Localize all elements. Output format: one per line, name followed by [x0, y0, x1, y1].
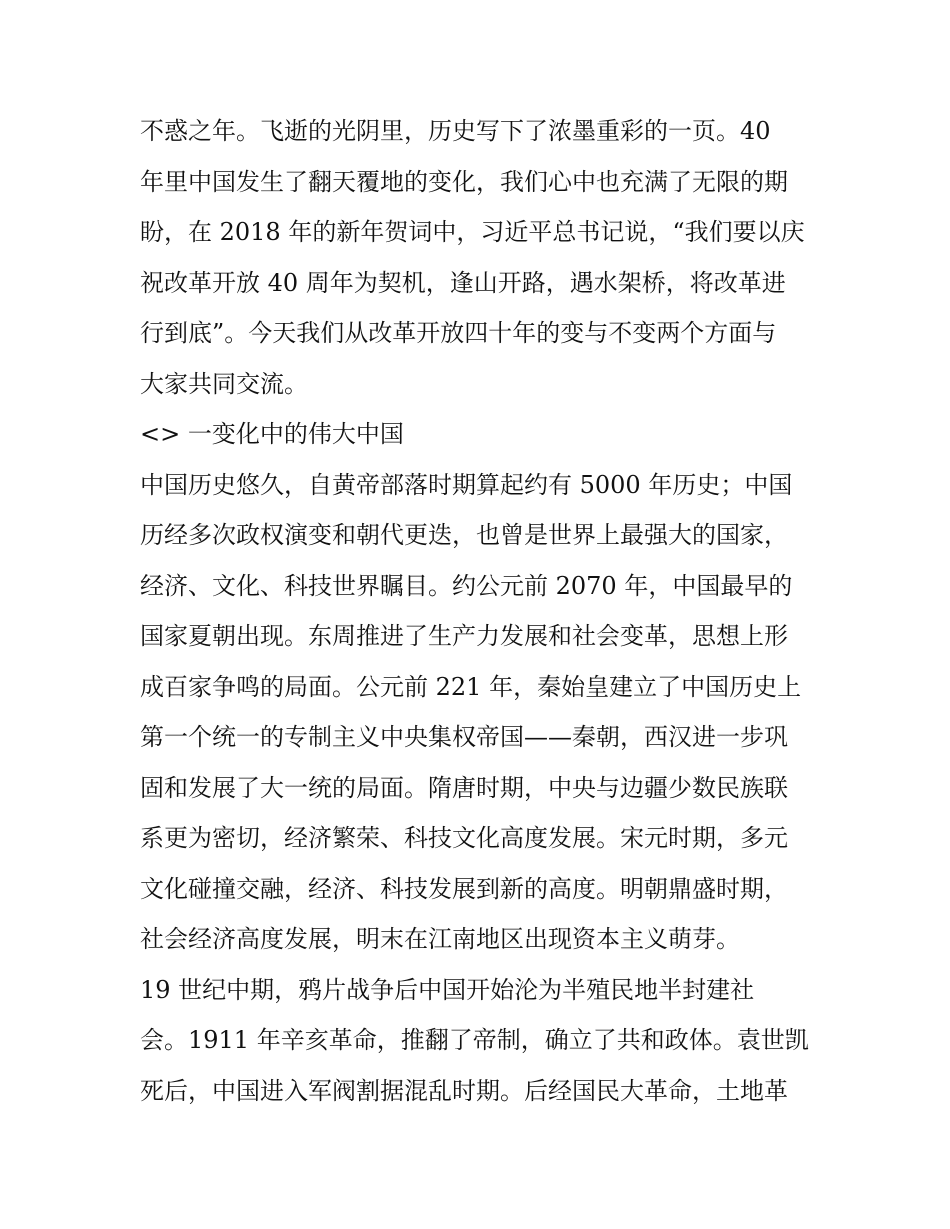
body-text: [140, 106, 820, 1116]
text-line: 会。1911 年辛亥革命，推翻了帝制，确立了共和政体。袁世凯: [140, 1026, 809, 1054]
text-line: 行到底”。今天我们从改革开放四十年的变与不变两个方面与: [140, 319, 777, 347]
text-line: 大家共同交流。: [140, 369, 308, 398]
text-line: 年里中国发生了翻天覆地的变化，我们心中也充满了无限的期: [140, 167, 788, 196]
text-line: 社会经济高度发展，明末在江南地区出现资本主义萌芽。: [140, 925, 740, 953]
text-line: 成百家争鸣的局面。公元前 221 年，秦始皇建立了中国历史上: [140, 672, 802, 701]
text-line: 盼，在 2018 年的新年贺词中，习近平总书记说，“我们要以庆: [140, 218, 805, 246]
text-line: 中国历史悠久，自黄帝部落时期算起约有 5000 年历史；中国: [140, 470, 793, 499]
text-line: 不惑之年。飞逝的光阴里，历史写下了浓墨重彩的一页。40: [140, 117, 771, 145]
text-line: 国家夏朝出现。东周推进了生产力发展和社会变革，思想上形: [140, 622, 788, 650]
text-line: 19 世纪中期，鸦片战争后中国开始沦为半殖民地半封建社: [140, 975, 755, 1004]
text-line: 固和发展了大一统的局面。隋唐时期，中央与边疆少数民族联: [140, 773, 788, 802]
text-line: 文化碰撞交融，经济、科技发展到新的高度。明朝鼎盛时期，: [140, 874, 788, 903]
text-line: 经济、文化、科技世界瞩目。约公元前 2070 年，中国最早的: [140, 571, 793, 600]
text-line: 死后，中国进入军阀割据混乱时期。后经国民大革命，土地革: [140, 1076, 788, 1105]
text-line: 第一个统一的专制主义中央集权帝国——秦朝，西汉进一步巩: [140, 723, 788, 751]
section-heading: <> 一变化中的伟大中国: [140, 420, 404, 448]
text-line: 祝改革开放 40 周年为契机，逢山开路，遇水架桥，将改革进: [140, 268, 786, 297]
text-line: 历经多次政权演变和朝代更迭，也曾是世界上最强大的国家，: [140, 521, 788, 549]
text-line: 系更为密切，经济繁荣、科技文化高度发展。宋元时期，多元: [140, 824, 788, 852]
